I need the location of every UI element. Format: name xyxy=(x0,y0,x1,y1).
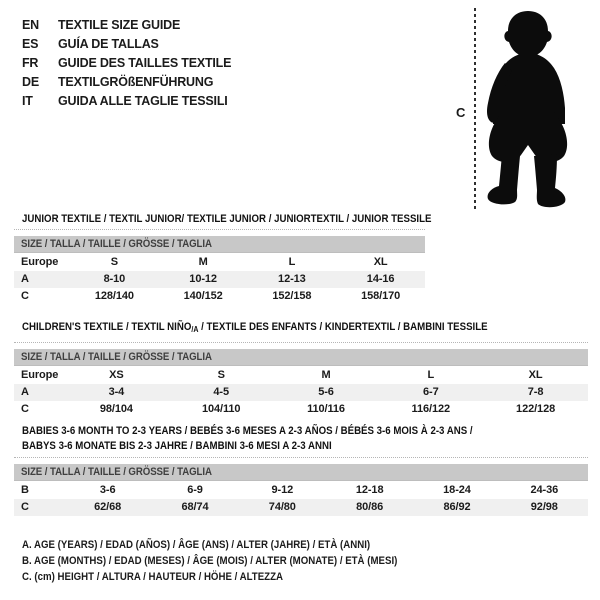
size-cell: 158/170 xyxy=(361,290,401,302)
size-cell: 8-10 xyxy=(103,273,126,285)
table-row xyxy=(14,254,425,271)
size-cell: 74/80 xyxy=(268,501,296,513)
row-label: B xyxy=(21,484,29,496)
table-row xyxy=(14,367,588,384)
table-size-header: SIZE / TALLA / TAILLE / GRÖSSE / TAGLIA xyxy=(14,464,588,481)
size-cell: 6-9 xyxy=(187,484,203,496)
subscript-text: /A xyxy=(191,325,199,334)
size-cell: M xyxy=(198,256,208,268)
size-cell: 24-36 xyxy=(530,484,559,496)
size-cell: 92/98 xyxy=(530,501,558,513)
size-cell: 140/152 xyxy=(183,290,223,302)
section-title-children xyxy=(22,320,551,337)
language-label: TEXTILE SIZE GUIDE xyxy=(58,18,181,32)
row-label: C xyxy=(21,501,29,513)
table-row xyxy=(14,499,588,516)
size-cell: 14-16 xyxy=(366,273,395,285)
section-title-babies xyxy=(22,424,534,454)
legend xyxy=(22,537,449,585)
language-label: GUÍA DE TALLAS xyxy=(58,37,159,51)
size-cell: 62/68 xyxy=(94,501,122,513)
size-cell: XL xyxy=(528,369,543,381)
size-cell: 4-5 xyxy=(213,386,229,398)
row-label: C xyxy=(21,403,29,415)
size-cell: 122/128 xyxy=(516,403,556,415)
size-cell: 98/104 xyxy=(99,403,133,415)
size-cell: XS xyxy=(109,369,124,381)
size-cell: 12-13 xyxy=(278,273,306,285)
row-label: Europe xyxy=(21,369,59,381)
size-cell: 6-7 xyxy=(422,386,439,398)
size-cell: 110/116 xyxy=(307,403,345,415)
size-cell: 3-6 xyxy=(99,484,116,496)
row-label: A xyxy=(21,386,29,398)
size-cell: 80/86 xyxy=(356,501,384,513)
language-row xyxy=(22,35,231,54)
size-cell: 5-6 xyxy=(318,386,334,398)
table-row xyxy=(14,288,425,305)
size-cell: 116/122 xyxy=(411,403,451,415)
language-label: GUIDA ALLE TAGLIE TESSILI xyxy=(58,94,228,108)
size-table-babies xyxy=(14,457,588,516)
language-code: DE xyxy=(22,75,39,89)
size-cell: 7-8 xyxy=(527,386,544,398)
language-code: EN xyxy=(22,18,39,32)
row-label: C xyxy=(21,290,29,302)
height-measure-label: C xyxy=(456,105,466,120)
language-row xyxy=(22,73,231,92)
row-label: A xyxy=(21,273,29,285)
table-row xyxy=(14,482,588,499)
table-row xyxy=(14,401,588,418)
language-label: TEXTILGRÖßENFÜHRUNG xyxy=(58,75,214,89)
language-row xyxy=(22,16,231,35)
table-size-header: SIZE / TALLA / TAILLE / GRÖSSE / TAGLIA xyxy=(14,349,588,366)
size-cell: 104/110 xyxy=(201,403,241,415)
language-row xyxy=(22,54,231,73)
baby-silhouette-icon xyxy=(478,6,578,211)
size-cell: 9-12 xyxy=(271,484,294,496)
language-row xyxy=(22,92,231,111)
section-title-text: CHILDREN'S TEXTILE / TEXTIL NIÑO/A / TEXTILE DES ENFANTS / KINDERTEXTIL / BAMBINI TESSILE xyxy=(22,321,488,334)
size-cell: 86/92 xyxy=(443,501,471,513)
size-cell: S xyxy=(110,256,118,268)
size-table-junior xyxy=(14,229,425,305)
size-cell: 128/140 xyxy=(94,290,134,302)
size-cell: 10-12 xyxy=(189,273,217,285)
language-label: GUIDE DES TAILLES TEXTILE xyxy=(58,56,232,70)
size-cell: M xyxy=(321,369,331,381)
size-cell: 152/158 xyxy=(272,290,312,302)
size-cell: L xyxy=(427,369,435,381)
table-size-header: SIZE / TALLA / TAILLE / GRÖSSE / TAGLIA xyxy=(14,236,425,253)
size-cell: L xyxy=(288,256,296,268)
row-label: Europe xyxy=(21,256,59,268)
language-code: IT xyxy=(22,94,33,108)
size-cell: 18-24 xyxy=(443,484,471,496)
size-cell: XL xyxy=(373,256,388,268)
section-title-text: JUNIOR TEXTILE / TEXTIL JUNIOR/ TEXTILE JUNIOR / JUNIORTEXTIL / JUNIOR TESSILE xyxy=(22,213,432,225)
language-code: FR xyxy=(22,56,39,70)
size-table-children xyxy=(14,342,588,418)
section-title-junior xyxy=(22,212,487,227)
size-cell: 12-18 xyxy=(355,484,384,496)
table-row xyxy=(14,271,425,288)
size-cell: 3-4 xyxy=(108,386,125,398)
legend-line-b: B. AGE (MONTHS) / EDAD (MESES) / ÂGE (MOIS) / ALTER (MONATE) / ETÀ (MESI) xyxy=(22,555,398,567)
legend-line-a: A. AGE (YEARS) / EDAD (AÑOS) / ÂGE (ANS) / ALTER (JAHRE) / ETÀ (ANNI) xyxy=(22,539,371,551)
height-measure-line xyxy=(474,8,476,210)
section-title-line2: BABYS 3-6 MONATE BIS 2-3 JAHRE / BAMBINI 3-6 MESI A 2-3 ANNI xyxy=(22,440,332,452)
size-cell: S xyxy=(217,369,225,381)
section-title-line1: BABIES 3-6 MONTH TO 2-3 YEARS / BEBÉS 3-6 MESES A 2-3 AÑOS / BÉBÉS 3-6 MOIS À 2-3 ANS / xyxy=(22,425,473,437)
language-list xyxy=(22,16,231,111)
legend-line-c: C. (cm) HEIGHT / ALTURA / HAUTEUR / HÖHE / ALTEZZA xyxy=(22,571,284,583)
size-cell: 68/74 xyxy=(181,501,209,513)
language-code: ES xyxy=(22,37,39,51)
table-row xyxy=(14,384,588,401)
